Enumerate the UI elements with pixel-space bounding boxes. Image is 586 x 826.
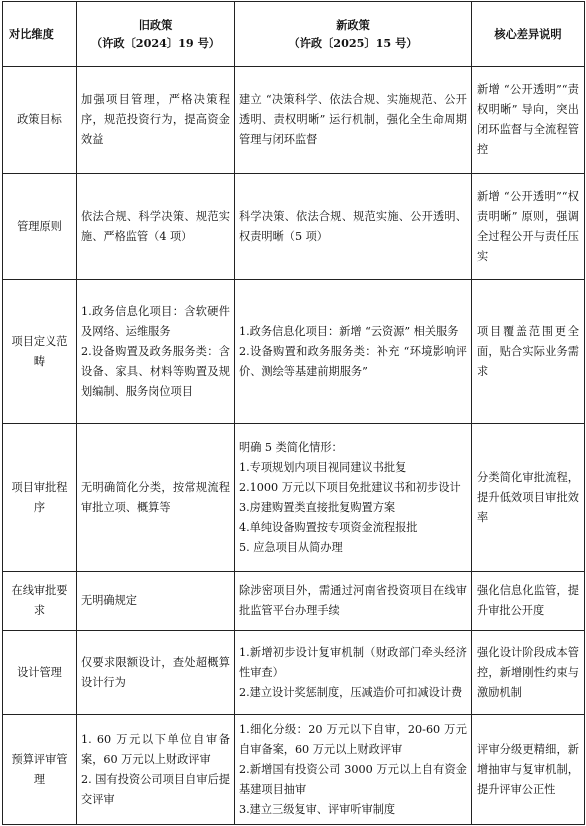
row-dimension: 项目定义范畴 — [3, 280, 77, 424]
old-policy-item: 1.政务信息化项目：含软硬件及网络、运维服务 — [81, 304, 230, 338]
new-policy-item: 1.专项规划内项目视同建议书批复 — [239, 460, 407, 474]
row-new-policy-cell — [235, 631, 472, 715]
new-policy-item: 2.1000 万元以下项目免批建议书和初步设计 — [239, 480, 461, 494]
row-diff-note: 新增 “公开透明”“权责明晰” 原则，强调全过程公开与责任压实 — [472, 174, 585, 280]
row-dimension: 设计管理 — [3, 631, 77, 715]
row-old-policy-cell — [77, 280, 235, 424]
row-new-policy-cell — [235, 174, 472, 280]
row-old-policy-cell — [77, 174, 235, 280]
row-new-policy-cell — [235, 67, 472, 174]
row-old-policy-cell — [77, 715, 235, 825]
table-row — [3, 67, 585, 174]
new-policy-item: 3.建立三级复审、评审听审制度 — [239, 802, 396, 816]
policy-comparison-table — [2, 1, 585, 825]
old-policy-number: （许政〔2024〕19 号） — [91, 36, 220, 50]
row-diff-note: 强化信息化监管，提升审批公开度 — [472, 572, 585, 631]
new-policy-title: 新政策 — [336, 18, 370, 32]
old-policy-item: 无明确简化分类，按常规流程审批立项、概算等 — [81, 480, 230, 514]
new-policy-item: 2.设备购置和政务服务类：补充 “环境影响评价、测绘等基建前期服务” — [239, 344, 467, 378]
table-row — [3, 280, 585, 424]
old-policy-item: 依法合规、科学决策、规范实施、严格监管（4 项） — [81, 209, 230, 243]
new-policy-item: 5. 应急项目从简办理 — [239, 540, 343, 554]
row-dimension: 管理原则 — [3, 174, 77, 280]
row-dimension: 预算评审管理 — [3, 715, 77, 825]
row-diff-note: 项目覆盖范围更全面，贴合实际业务需求 — [472, 280, 585, 424]
new-policy-item: 1.细化分级：20 万元以下自审，20-60 万元自审备案，60 万元以上财政评审 — [239, 722, 467, 756]
old-policy-item: 2.设备购置及政务服务类：含设备、家具、材料等购置及规划编制、服务岗位项目 — [81, 344, 230, 398]
new-policy-number: （许政〔2025〕15 号） — [288, 36, 418, 50]
new-policy-item: 3.房建购置类直接批复购置方案 — [239, 500, 396, 514]
new-policy-item: 明确 5 类简化情形： — [239, 440, 343, 454]
new-policy-item: 2.建立设计奖惩制度，压减造价可扣减设计费 — [239, 685, 463, 699]
new-policy-item: 2.新增国有投资公司 3000 万元以上自有资金基建项目抽审 — [239, 762, 467, 796]
row-new-policy-cell — [235, 715, 472, 825]
old-policy-item: 无明确规定 — [81, 594, 137, 607]
old-policy-title: 旧政策 — [138, 18, 173, 32]
header-row — [3, 2, 585, 67]
row-diff-note: 新增 “公开透明”“责权明晰” 导向，突出闭环监督与全流程管控 — [472, 67, 585, 174]
row-new-policy-cell — [235, 424, 472, 572]
table-row — [3, 572, 585, 631]
table-row — [3, 174, 585, 280]
new-policy-item: 除涉密项目外，需通过河南省投资项目在线审批监管平台办理手续 — [239, 584, 467, 617]
header-old-policy — [77, 2, 235, 67]
row-old-policy-cell — [77, 67, 235, 174]
new-policy-item: 1.新增初步设计复审机制（财政部门牵头经济性审查） — [239, 645, 467, 679]
row-dimension: 项目审批程序 — [3, 424, 77, 572]
row-old-policy-cell — [77, 424, 235, 572]
table-row — [3, 631, 585, 715]
old-policy-item: 仅要求限额设计，查处超概算设计行为 — [81, 655, 230, 689]
row-dimension: 在线审批要求 — [3, 572, 77, 631]
row-old-policy-cell — [77, 631, 235, 715]
row-diff-note: 强化设计阶段成本管控，新增刚性约束与激励机制 — [472, 631, 585, 715]
row-diff-note: 评审分级更精细，新增抽审与复审机制，提升评审公正性 — [472, 715, 585, 825]
header-new-policy — [235, 2, 472, 67]
old-policy-item: 加强项目管理，严格决策程序，规范投资行为，提高资金效益 — [81, 93, 230, 146]
row-dimension: 政策目标 — [3, 67, 77, 174]
old-policy-item: 2. 国有投资公司项目自审后提交评审 — [81, 772, 230, 806]
new-policy-item: 4.单纯设备购置按专项资金流程报批 — [239, 520, 418, 534]
new-policy-item: 科学决策、依法合规、规范实施、公开透明、权责明晰（5 项） — [239, 209, 467, 243]
header-dimension: 对比维度 — [3, 2, 77, 67]
new-policy-item: 建立 “决策科学、依法合规、实施规范、公开透明、责权明晰” 运行机制，强化全生命周期管理与闭环监督 — [239, 93, 467, 146]
row-new-policy-cell — [235, 280, 472, 424]
new-policy-item: 1.政务信息化项目：新增 “云资源” 相关服务 — [239, 324, 459, 338]
row-old-policy-cell — [77, 572, 235, 631]
table-row — [3, 715, 585, 825]
row-new-policy-cell — [235, 572, 472, 631]
table-row — [3, 424, 585, 572]
old-policy-item: 1. 60 万元以下单位自审备案，60 万元以上财政评审 — [81, 732, 230, 766]
header-diff: 核心差异说明 — [472, 2, 585, 67]
row-diff-note: 分类简化审批流程，提升低效项目审批效率 — [472, 424, 585, 572]
